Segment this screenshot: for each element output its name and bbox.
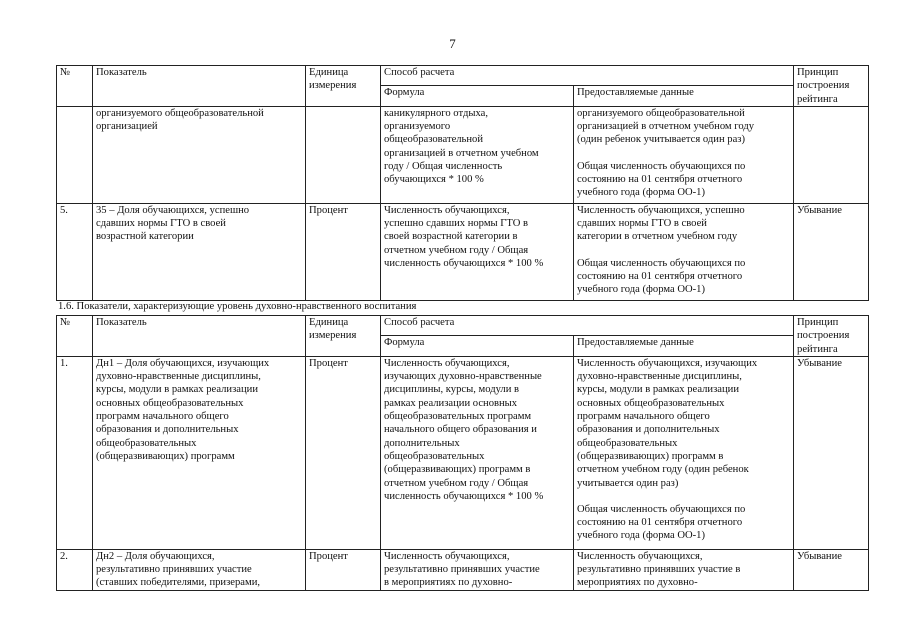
table-row bbox=[57, 549, 869, 590]
row-provided-data bbox=[574, 549, 794, 590]
table-row bbox=[57, 203, 869, 300]
row-formula: Численность обучающихся, изучающих духовно-нравственные дисциплины, курсы, модули в рамках реализации основных общеобразовательных программ начального общего образования и дополнительных общеобразовательных (общеразвивающих) программ в отчетном учебном году / Общая численность обучающихся * 100 % bbox=[381, 356, 574, 549]
row-formula: каникулярного отдыха, организуемого общеобразовательной организацией в отчетном учебном году / Общая численность обучающихся * 100 % bbox=[381, 106, 574, 203]
provided-data-part: Численность обучающихся, изучающих духовно-нравственные дисциплины, курсы, модули в рамках реализации основных общеобразовательных программ начального общего образования и дополнительных общеобразовательных (общеразвивающих) программ в отчетном учебном году (один ребенок учитывается один раз) bbox=[577, 357, 758, 489]
row-number bbox=[57, 106, 93, 203]
provided-data-part: Численность обучающихся, успешно сдавших нормы ГТО в своей категории в отчетном учебном году bbox=[577, 204, 745, 243]
header-rating-principle: Принцип построения рейтинга bbox=[794, 66, 869, 107]
header-formula: Формула bbox=[381, 336, 574, 356]
row-indicator: Дн2 – Доля обучающихся, результативно принявших участие (ставших победителями, призерами, bbox=[93, 549, 306, 590]
row-indicator: организуемого общеобразовательной организацией bbox=[93, 106, 306, 203]
row-rating-principle: Убывание bbox=[794, 203, 869, 300]
row-number: 2. bbox=[57, 549, 93, 590]
provided-data-part: Общая численность обучающихся по состоянию на 01 сентября отчетного учебного года (форма ОО-1) bbox=[577, 257, 746, 296]
provided-data-part: Численность обучающихся, результативно принявших участие в мероприятиях по духовно- bbox=[577, 550, 741, 589]
table-row bbox=[57, 356, 869, 549]
row-unit bbox=[306, 106, 381, 203]
row-provided-data bbox=[574, 106, 794, 203]
header-unit: Единица измерения bbox=[306, 66, 381, 107]
row-formula: Численность обучающихся, результативно принявших участие в мероприятиях по духовно- bbox=[381, 549, 574, 590]
row-rating-principle bbox=[794, 106, 869, 203]
header-calculation-method: Способ расчета bbox=[381, 66, 794, 86]
page-number: 7 bbox=[449, 36, 456, 51]
header-calculation-method: Способ расчета bbox=[381, 316, 794, 336]
row-number: 1. bbox=[57, 356, 93, 549]
header-indicator: Показатель bbox=[93, 66, 306, 107]
row-indicator: 35 – Доля обучающихся, успешно сдавших нормы ГТО в своей возрастной категории bbox=[93, 203, 306, 300]
table-header-row bbox=[57, 316, 869, 336]
header-indicator: Показатель bbox=[93, 316, 306, 357]
indicators-table-continued bbox=[56, 65, 869, 301]
header-number: № bbox=[57, 316, 93, 357]
header-unit: Единица измерения bbox=[306, 316, 381, 357]
row-provided-data bbox=[574, 356, 794, 549]
section-title: 1.6. Показатели, характеризующие уровень духовно-нравственного воспитания bbox=[58, 301, 417, 312]
row-unit: Процент bbox=[306, 203, 381, 300]
header-formula: Формула bbox=[381, 86, 574, 106]
row-formula: Численность обучающихся, успешно сдавших нормы ГТО в своей возрастной категории в отчетном учебном году / Общая численность обучающихся * 100 % bbox=[381, 203, 574, 300]
row-unit: Процент bbox=[306, 356, 381, 549]
header-provided-data: Предоставляемые данные bbox=[574, 336, 794, 356]
row-rating-principle: Убывание bbox=[794, 356, 869, 549]
provided-data-part: организуемого общеобразовательной организацией в отчетном учебном году (один ребенок учитывается один раз) bbox=[577, 107, 755, 146]
table-header-row bbox=[57, 66, 869, 86]
header-rating-principle: Принцип построения рейтинга bbox=[794, 316, 869, 357]
spiritual-moral-indicators-table bbox=[56, 315, 869, 591]
provided-data-part: Общая численность обучающихся по состоянию на 01 сентября отчетного учебного года (форма ОО-1) bbox=[577, 503, 746, 542]
provided-data-part: Общая численность обучающихся по состоянию на 01 сентября отчетного учебного года (форма ОО-1) bbox=[577, 160, 746, 199]
table-row bbox=[57, 106, 869, 203]
header-provided-data: Предоставляемые данные bbox=[574, 86, 794, 106]
header-number: № bbox=[57, 66, 93, 107]
row-unit: Процент bbox=[306, 549, 381, 590]
row-rating-principle: Убывание bbox=[794, 549, 869, 590]
row-indicator: Дн1 – Доля обучающихся, изучающих духовно-нравственные дисциплины, курсы, модули в рамках реализации основных общеобразовательных программ начального общего образования и дополнительных общеобразовательных (общеразвивающих) программ bbox=[93, 356, 306, 549]
row-provided-data bbox=[574, 203, 794, 300]
row-number: 5. bbox=[57, 203, 93, 300]
